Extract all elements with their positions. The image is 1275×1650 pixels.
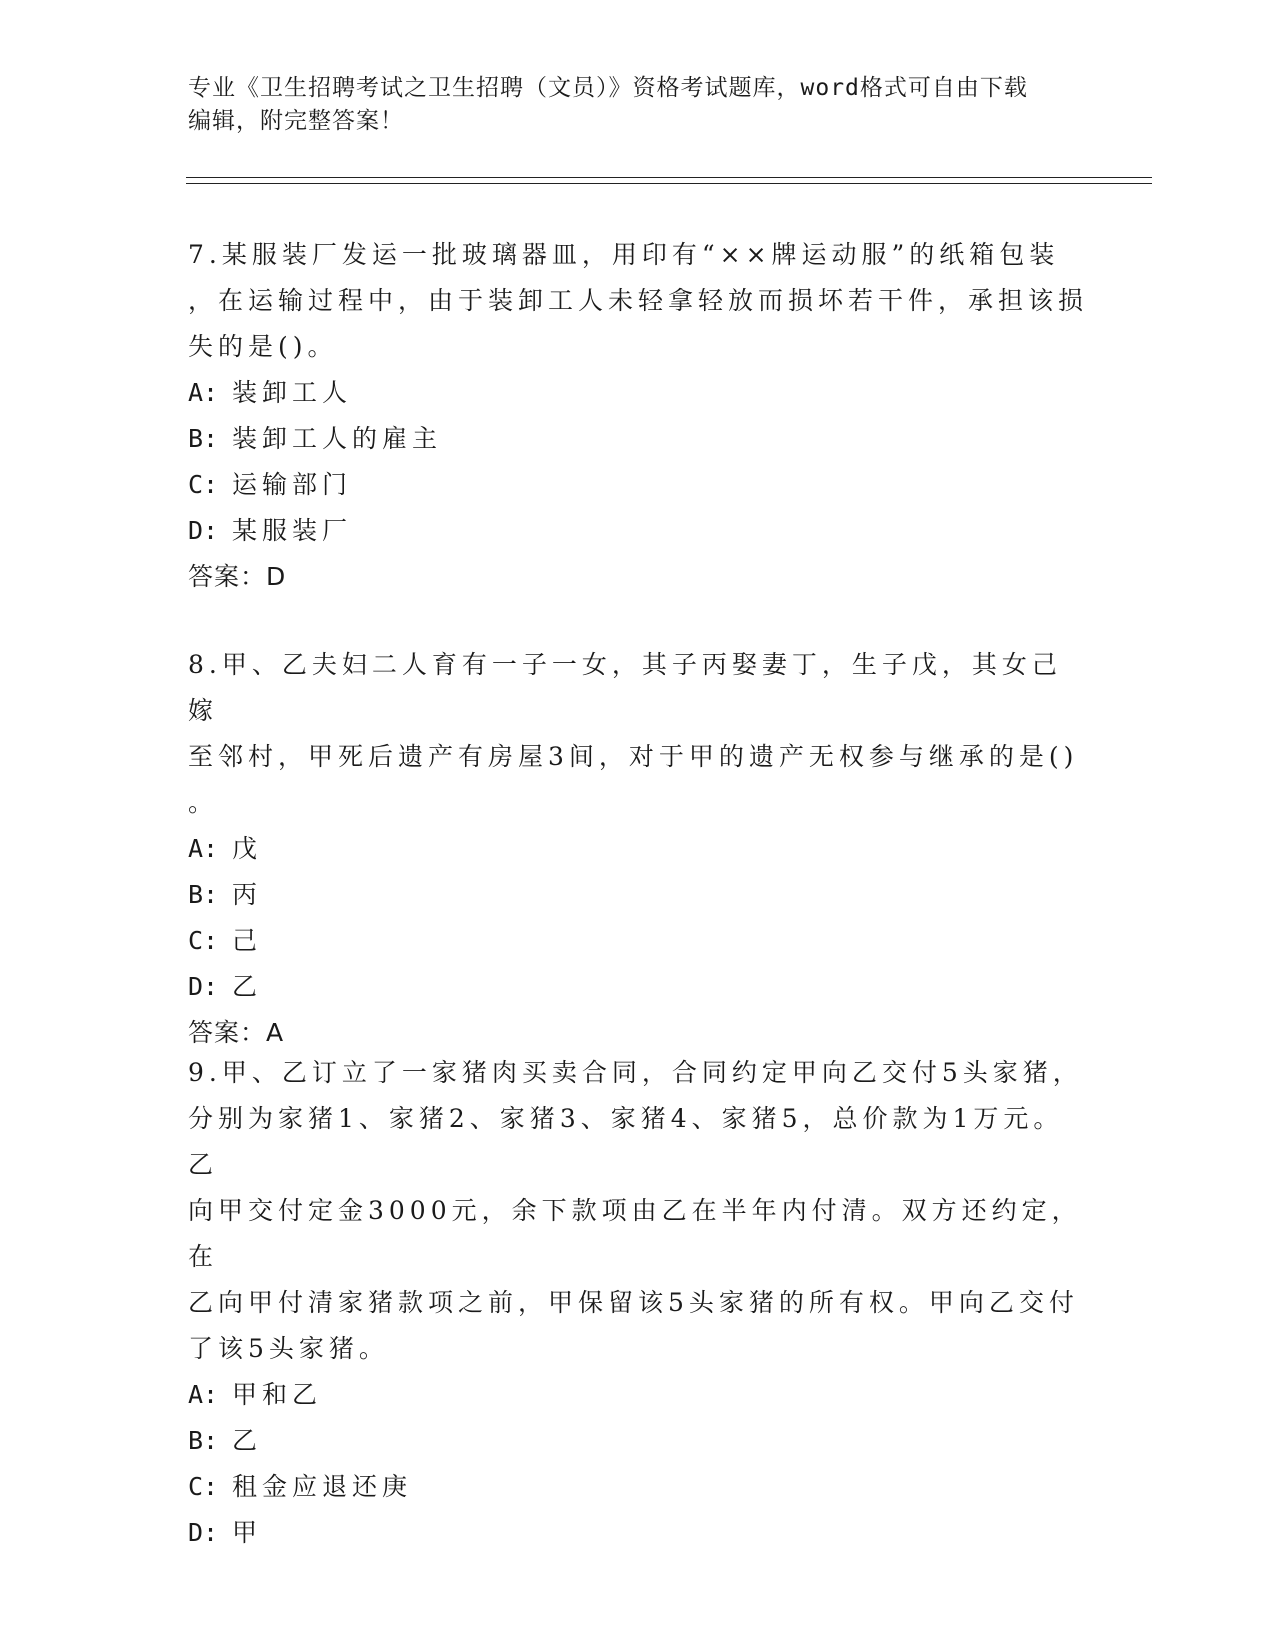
option-d xyxy=(188,508,1088,554)
option-d xyxy=(188,1510,1088,1556)
header-divider-top xyxy=(186,177,1152,178)
option-a xyxy=(188,826,1088,872)
document-header xyxy=(188,72,1068,138)
option-text: 己 xyxy=(232,926,263,955)
stem-line: 至邻村，甲死后遗产有房屋3间，对于甲的遗产无权参与继承的是() xyxy=(188,742,1079,771)
stem-line: 失的是()。 xyxy=(188,332,338,361)
option-text: 甲 xyxy=(232,1518,263,1547)
option-key: B: xyxy=(188,880,219,909)
question-8 xyxy=(188,642,1088,1056)
option-text: 乙 xyxy=(232,1426,263,1455)
option-a xyxy=(188,370,1088,416)
question-7 xyxy=(188,232,1088,600)
option-b xyxy=(188,1418,1088,1464)
header-line-2: 编辑，附完整答案！ xyxy=(188,108,404,134)
answer-line: 答案：D xyxy=(188,562,287,591)
option-key: D: xyxy=(188,1518,219,1547)
option-key: C: xyxy=(188,1472,219,1501)
question-stem xyxy=(188,1050,1088,1372)
option-text: 戊 xyxy=(232,834,263,863)
stem-line: 。 xyxy=(188,788,219,817)
stem-line: 7.某服装厂发运一批玻璃器皿，用印有“××牌运动服”的纸箱包装 xyxy=(188,240,1060,269)
answer-line: 答案：A xyxy=(188,1018,285,1047)
option-key: A: xyxy=(188,1380,219,1409)
option-text: 运输部门 xyxy=(232,470,353,499)
option-c xyxy=(188,918,1088,964)
header-divider-bottom xyxy=(186,183,1152,184)
question-stem xyxy=(188,232,1088,370)
stem-line: 8.甲、乙夫妇二人育有一子一女，其子丙娶妻丁，生子戊，其女己嫁 xyxy=(188,650,1062,725)
option-text: 甲和乙 xyxy=(232,1380,323,1409)
option-key: D: xyxy=(188,972,219,1001)
question-9 xyxy=(188,1050,1088,1556)
option-b xyxy=(188,872,1088,918)
option-c xyxy=(188,462,1088,508)
option-text: 乙 xyxy=(232,972,263,1001)
option-c xyxy=(188,1464,1088,1510)
option-b xyxy=(188,416,1088,462)
stem-line: 向甲交付定金3000元，余下款项由乙在半年内付清。双方还约定，在 xyxy=(188,1196,1082,1271)
stem-line: 分别为家猪1、家猪2、家猪3、家猪4、家猪5，总价款为1万元。乙 xyxy=(188,1104,1064,1179)
option-key: C: xyxy=(188,470,219,499)
option-key: B: xyxy=(188,424,219,453)
option-text: 丙 xyxy=(232,880,263,909)
option-text: 某服装厂 xyxy=(232,516,353,545)
option-text: 装卸工人 xyxy=(232,378,353,407)
option-key: B: xyxy=(188,1426,219,1455)
option-key: D: xyxy=(188,516,219,545)
option-key: A: xyxy=(188,834,219,863)
stem-line: ，在运输过程中，由于装卸工人未轻拿轻放而损坏若干件，承担该损 xyxy=(188,286,1089,315)
header-line-1: 专业《卫生招聘考试之卫生招聘（文员）》资格考试题库，word格式可自由下载 xyxy=(188,75,1028,101)
option-d xyxy=(188,964,1088,1010)
stem-line: 9.甲、乙订立了一家猪肉买卖合同，合同约定甲向乙交付5头家猪， xyxy=(188,1058,1083,1087)
option-text: 租金应退还庚 xyxy=(232,1472,413,1501)
option-text: 装卸工人的雇主 xyxy=(232,424,443,453)
stem-line: 了该5头家猪。 xyxy=(188,1334,389,1363)
option-a xyxy=(188,1372,1088,1418)
option-key: C: xyxy=(188,926,219,955)
option-key: A: xyxy=(188,378,219,407)
stem-line: 乙向甲付清家猪款项之前，甲保留该5头家猪的所有权。甲向乙交付 xyxy=(188,1288,1079,1317)
question-stem xyxy=(188,642,1088,826)
